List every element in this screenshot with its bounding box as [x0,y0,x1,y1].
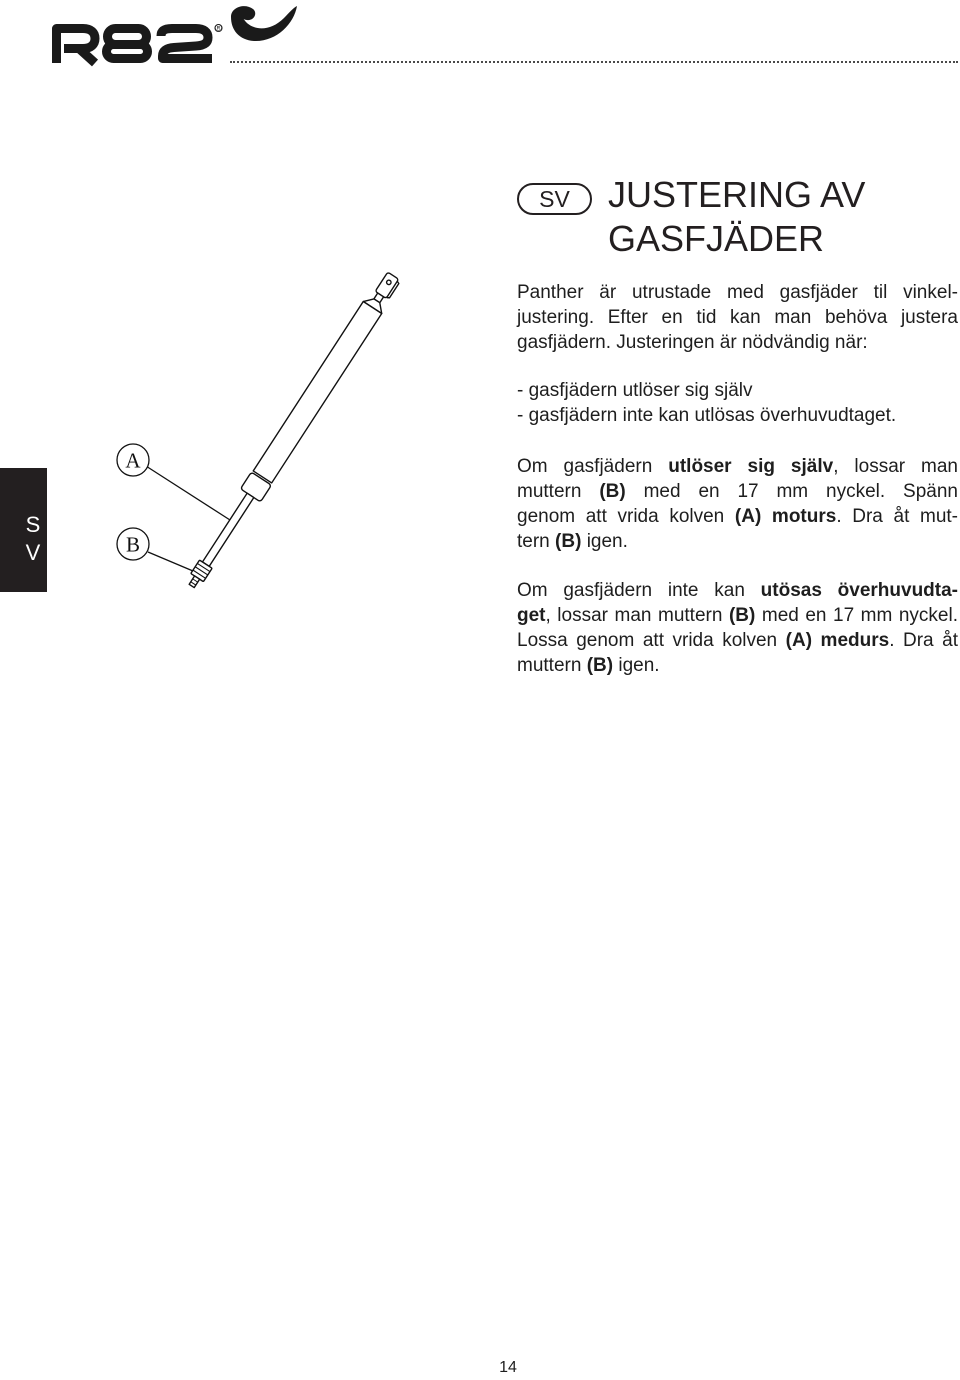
bold-text-segment: utösas överhuvudta- [760,580,959,601]
leader-line-b [148,552,193,571]
intro-paragraph [517,280,958,355]
conditions-list [517,378,958,428]
condition-item: - gasfjädern utlöser sig själv [517,380,753,401]
page-title-line: JUSTERING AV [608,174,866,215]
text-segment: . Dra åt mut- [836,506,958,527]
bold-text-segment: get [517,605,546,626]
text-segment: med en 17 mm nyckel. [755,605,958,626]
bold-text-segment: (A) moturs [734,506,837,527]
cylinder-body [253,302,381,483]
text-segment: tern [517,531,556,552]
intro-line: justering. Efter en tid kan man behöva justera [517,307,958,328]
paragraph-line [517,454,958,479]
text-segment: med en 17 mm nyckel. Spänn [625,481,958,502]
paragraph-line [517,529,958,554]
bold-text-segment: (B) [599,481,626,502]
bold-text-segment: (B) [586,655,614,676]
piston-rod [202,493,253,566]
text-segment: genom att vrida kolven [517,506,735,527]
side-tab-letter: S [25,512,41,537]
intro-line: Panther är utrustade med gasfjäder til vinkel- [517,282,958,303]
text-segment: , lossar man muttern [545,605,729,626]
text-segment: Om gasfjädern [517,456,669,477]
leader-line-a [148,467,231,520]
registered-mark: ® [215,23,222,34]
paragraph-line [517,479,958,504]
page-number: 14 [499,1359,517,1376]
self-release-paragraph [517,454,958,554]
intro-line: gasfjädern. Justeringen är nödvändig när: [517,332,868,353]
paragraph-line [517,628,958,653]
bold-text-segment: utlöser sig själv [668,456,834,477]
label-a: A [125,448,141,473]
text-segment: igen. [613,655,660,676]
bold-text-segment: (B) [728,605,756,626]
paragraph-line [517,578,958,603]
paragraph-line [517,603,958,628]
text-segment: Om gasfjädern inte kan [517,580,761,601]
bold-text-segment: (B) [555,531,582,552]
condition-item: - gasfjädern inte kan utlösas överhuvudtaget. [517,405,897,426]
text-segment: muttern [517,481,600,502]
language-badge: SV [517,183,592,215]
text-segment: muttern [517,655,587,676]
text-segment: , lossar man [833,456,958,477]
gas-spring [182,269,404,592]
text-segment: . Dra åt [889,630,958,651]
bold-text-segment: (A) medurs [785,630,890,651]
no-release-paragraph [517,578,958,678]
paragraph-line [517,504,958,529]
label-b: B [125,532,141,557]
text-segment: Lossa genom att vrida kolven [517,630,786,651]
text-segment: igen. [581,531,628,552]
page-title-line: GASFJÄDER [608,218,825,259]
threaded-end [189,576,199,588]
side-tab-letter: V [25,540,41,565]
paragraph-line [517,653,958,678]
